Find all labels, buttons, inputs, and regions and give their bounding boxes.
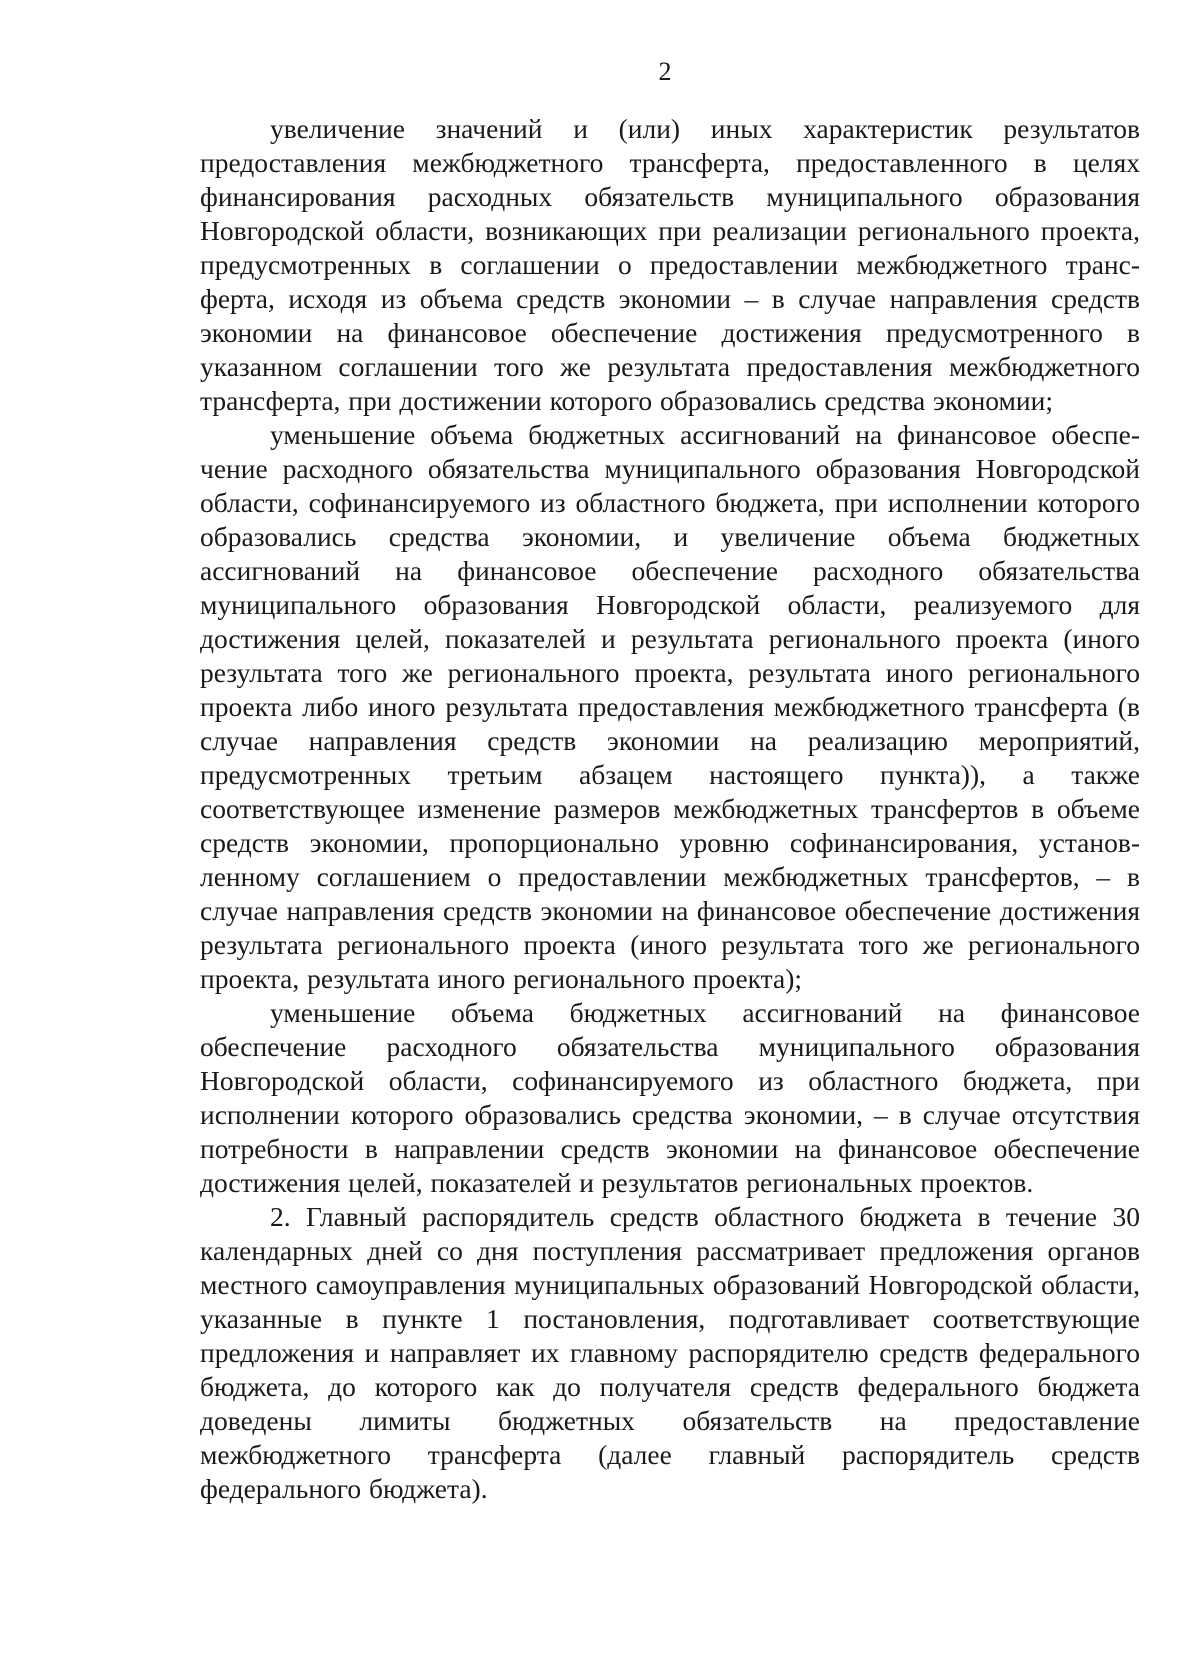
paragraph-increase-values: увеличение значений и (или) иных характеристик результатов предоставления межбюджетного трансферта, предоставленного в целях финансирования расходных обязательств муниципального образования Новгородской области, возникающих при реализации регионального проекта, предусмотренных в соглашении о предоставлении межбюджетного транс-ферта, исходя из объема средств экономии – в случае направления средств экономии на финансовое обеспечение достижения предусмотренного в указанном соглашении того же результата предоставления межбюджетного трансферта, при достижении которого образовались средства экономии; [200, 113, 1140, 416]
page-number: 2 [658, 57, 672, 86]
paragraph-decrease-allocations: уменьшение объема бюджетных ассигнований на финансовое обеспечение расходного обязательства муниципального образования Новгородской области, софинансируемого из областного бюджета, при исполнении которого образовались средства экономии, – в случае отсутствия потребности в направлении средств экономии на финансовое обеспечение достижения целей, показателей и результатов региональных проектов. [200, 997, 1140, 1198]
paragraph-item-2-chief-administrator: 2. Главный распорядитель средств областного бюджета в течение 30 календарных дней со дня поступления рассматривает предложения органов местного самоуправления муниципальных образований Новгородской области, указанные в пункте 1 постановления, подготавливает соответствующие предложения и направляет их главному распорядителю средств федерального бюджета, до которого как до получателя средств федерального бюджета доведены лимиты бюджетных обязательств на предоставление межбюджетного трансферта (далее главный распорядитель средств федерального бюджета). [200, 1201, 1140, 1504]
document-body [200, 112, 1140, 1506]
paragraph-decrease-and-increase-allocations: уменьшение объема бюджетных ассигнований на финансовое обеспечение расходного обязательства муниципального образования Новгородской области, софинансируемого из областного бюджета, при исполнении которого образовались средства экономии, и увеличение объема бюджетных ассигнований на финансовое обеспечение расходного обязательства муниципального образования Новгородской области, реализуемого для достижения целей, показателей и результата регионального проекта (иного результата того же регионального проекта, результата иного регионального проекта либо иного результата предоставления межбюджетного трансферта (в случае направления средств экономии на реализацию мероприятий, предусмотренных третьим абзацем настоящего пункта)), а также соответствующее изменение размеров межбюджетных трансфертов в объеме средств экономии, пропорционально уровню софинансирования, установленному соглашением о предоставлении межбюджетных трансфертов, – в случае направления средств экономии на финансовое обеспечение достижения результата регионального проекта (иного результата того же регионального проекта, результата иного регионального проекта); [200, 419, 1140, 994]
